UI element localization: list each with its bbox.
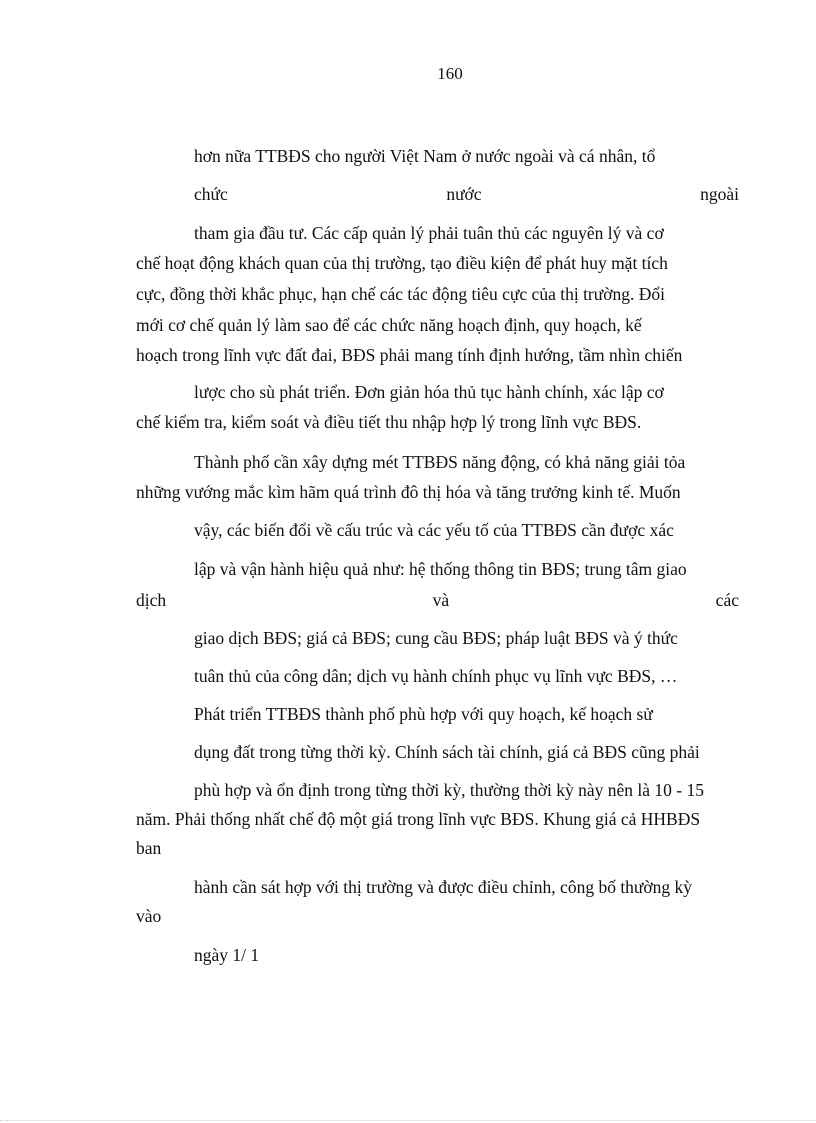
text-line: hành cần sát hợp với thị trường và được điều chỉnh, công bố thường kỳ — [194, 877, 693, 897]
text-line: năm. Phải thống nhất chế độ một giá trong lĩnh vực BĐS. Khung giá cả HHBĐS — [136, 809, 701, 829]
word: chức — [194, 184, 228, 204]
text-line — [194, 183, 739, 205]
text-line: giao dịch BĐS; giá cả BĐS; cung cầu BĐS; pháp luật BĐS và ý thức — [194, 628, 678, 648]
text-line: chế kiểm tra, kiểm soát và điều tiết thu nhập hợp lý trong lĩnh vực BĐS. — [136, 412, 642, 432]
word: ngoài — [700, 184, 739, 204]
text-line: ngày 1/ 1 — [194, 945, 260, 965]
text-line: Thành phố cần xây dựng mét TTBĐS năng động, có khả năng giải tỏa — [194, 452, 686, 472]
text-line: vào — [136, 906, 162, 926]
page-number: 160 — [437, 64, 463, 83]
text-line: ban — [136, 838, 162, 858]
text-line — [136, 589, 739, 611]
text-line: mới cơ chế quản lý làm sao để các chức năng hoạch định, quy hoạch, kế — [136, 315, 642, 335]
text-line: vậy, các biến đổi về cấu trúc và các yếu tố của TTBĐS cần được xác — [194, 520, 674, 540]
text-line: hơn nữa TTBĐS cho người Việt Nam ở nước ngoài và cá nhân, tổ — [194, 146, 656, 166]
word: các — [715, 590, 739, 610]
text-line: lược cho sù phát triển. Đơn giản hóa thủ tục hành chính, xác lập cơ — [194, 382, 664, 402]
text-line: Phát triển TTBĐS thành phố phù hợp với quy hoạch, kế hoạch sử — [194, 704, 653, 724]
word: nước — [446, 184, 482, 204]
text-line: tuân thủ của công dân; dịch vụ hành chính phục vụ lĩnh vực BĐS, … — [194, 666, 678, 686]
text-line: lập và vận hành hiệu quả như: hệ thống thông tin BĐS; trung tâm giao — [194, 559, 687, 579]
text-line: phù hợp và ổn định trong từng thời kỳ, thường thời kỳ này nên là 10 - 15 — [194, 780, 704, 800]
page-bottom-rule — [0, 1120, 816, 1121]
text-line: hoạch trong lĩnh vực đất đai, BĐS phải mang tính định hướng, tầm nhìn chiến — [136, 345, 683, 365]
text-line: chế hoạt động khách quan của thị trường, tạo điều kiện để phát huy mặt tích — [136, 253, 668, 273]
text-line: dụng đất trong từng thời kỳ. Chính sách tài chính, giá cả BĐS cũng phải — [194, 742, 700, 762]
word: dịch — [136, 590, 167, 610]
word: và — [432, 590, 450, 610]
text-line: những vướng mắc kìm hãm quá trình đô thị hóa và tăng trưởng kinh tế. Muốn — [136, 482, 681, 502]
text-line: tham gia đầu tư. Các cấp quản lý phải tuân thủ các nguyên lý và cơ — [194, 223, 664, 243]
text-line: cực, đồng thời khắc phục, hạn chế các tác động tiêu cực của thị trường. Đổi — [136, 284, 665, 304]
